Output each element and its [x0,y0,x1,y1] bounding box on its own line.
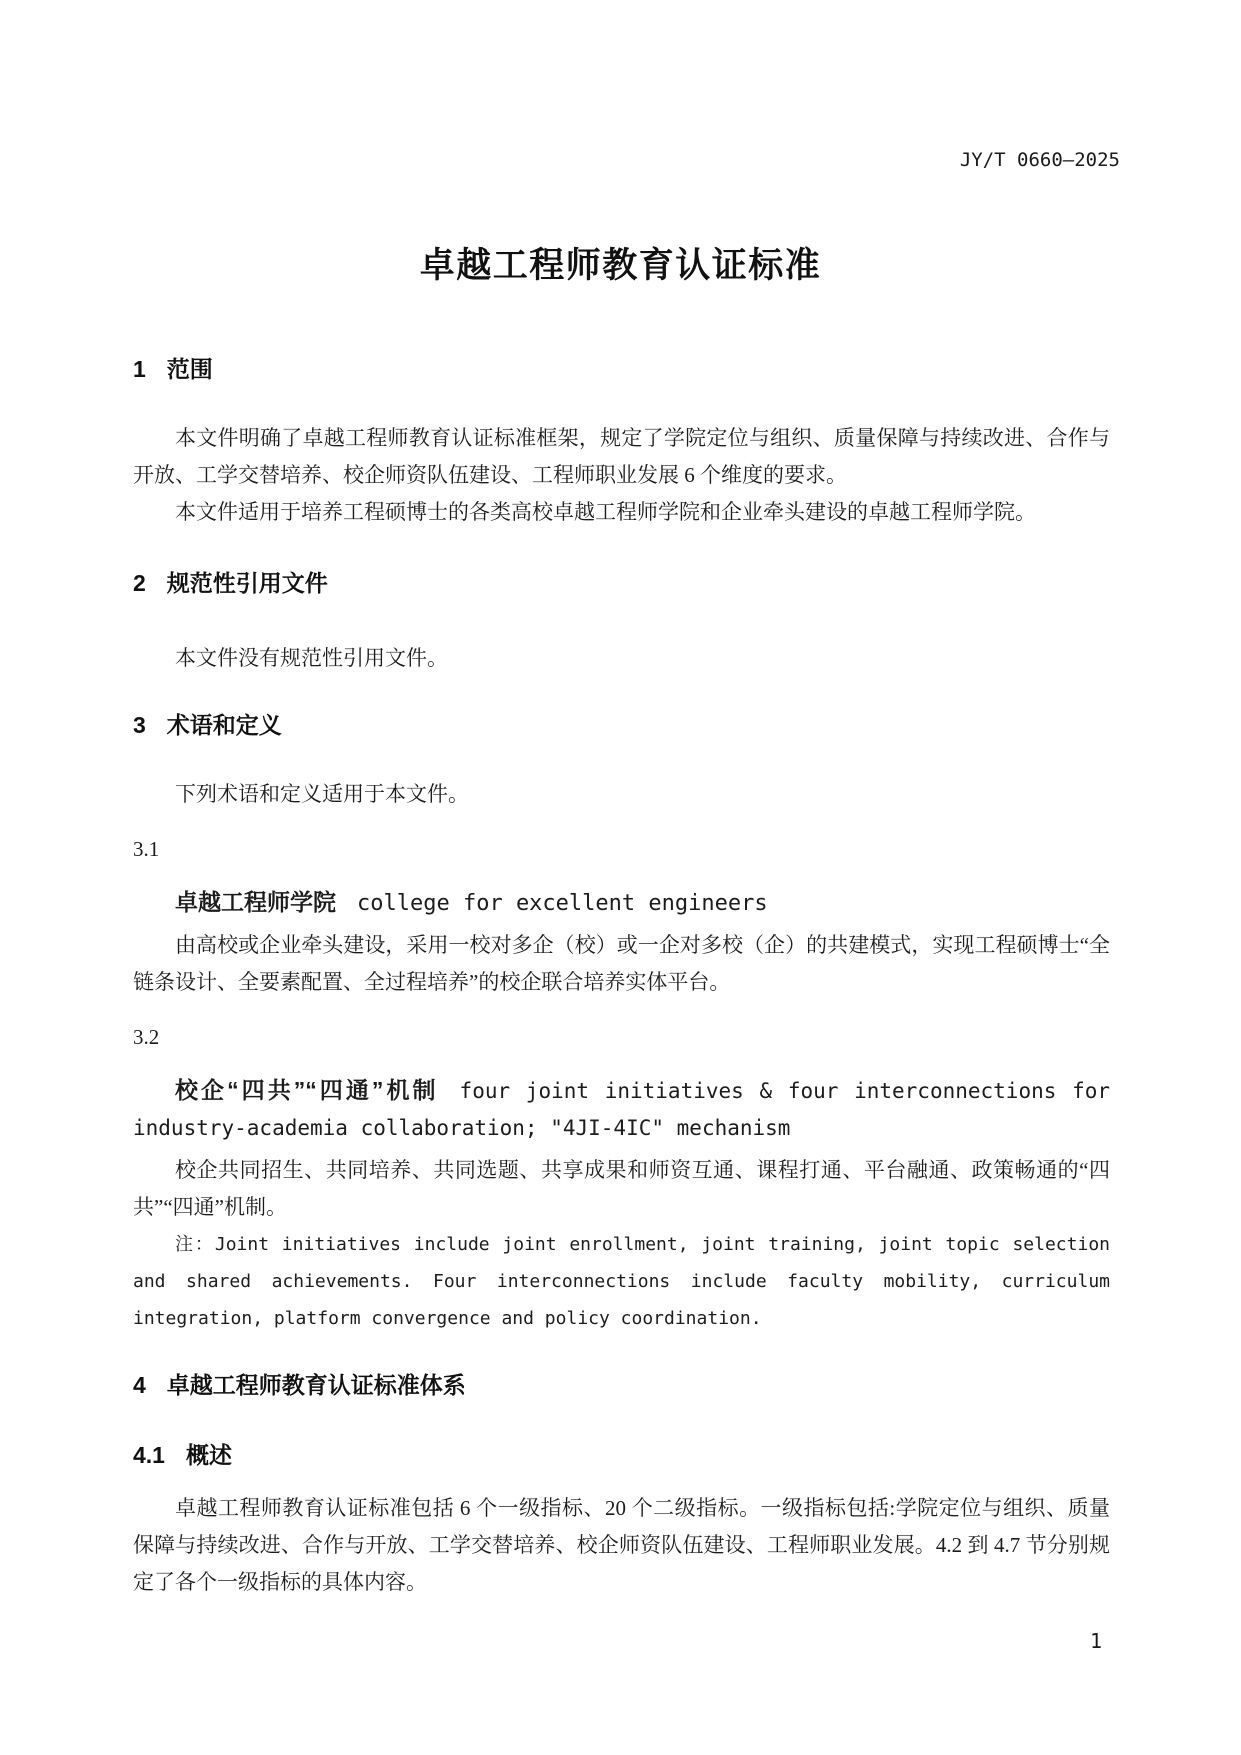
term-3-1-name-en: college for excellent engineers [357,891,768,916]
section-2-title: 规范性引用文件 [166,570,328,596]
section-1-paragraph-1: 本文件明确了卓越工程师教育认证标准框架，规定了学院定位与组织、质量保障与持续改进、合作与开放、工学交替培养、校企师资队伍建设、工程师职业发展 6 个维度的要求。 [133,426,1110,487]
term-3-2-number: 3.2 [133,1025,160,1049]
term-3-1-line [133,884,1110,922]
section-3-number: 3 [133,712,146,738]
term-3-2-note: 注：Joint initiatives include joint enrollment, joint training, joint topic selection and shared achievements. Four interconnections include faculty mobility, curriculum integration, platform convergence and policy coordination. [133,1234,1110,1329]
term-3-1-name-zh: 卓越工程师学院 [175,889,336,915]
section-4-1-heading [133,1440,1110,1470]
section-1-title: 范围 [166,356,213,382]
term-3-2-name-zh: 校企“四共”“四通”机制 [175,1077,439,1103]
section-1-heading [133,354,1110,384]
term-3-2-name-en: four joint initiatives & four interconnections for industry-academia collaboration; "4JI-4IC" mechanism [133,1079,1110,1140]
term-3-2-line [133,1072,1110,1147]
section-3-heading [133,710,1110,740]
section-4-title: 卓越工程师教育认证标准体系 [166,1372,466,1398]
section-3-intro: 下列术语和定义适用于本文件。 [175,782,469,806]
term-3-1-definition: 由高校或企业牵头建设，采用一校对多企（校）或一企对多校（企）的共建模式，实现工程硕博士“全链条设计、全要素配置、全过程培养”的校企联合培养实体平台。 [133,933,1110,994]
section-4-1-paragraph-1: 卓越工程师教育认证标准包括 6 个一级指标、20 个二级指标。一级指标包括:学院定位与组织、质量保障与持续改进、合作与开放、工学交替培养、校企师资队伍建设、工程师职业发展。4.2 到 4.7 节分别规定了各个一级指标的具体内容。 [133,1496,1110,1594]
section-4-1-number: 4.1 [133,1442,165,1468]
section-4-heading [133,1370,1110,1400]
section-2-number: 2 [133,570,146,596]
section-4-1-title: 概述 [185,1442,232,1468]
section-3-title: 术语和定义 [166,712,282,738]
section-1-paragraph-2: 本文件适用于培养工程硕博士的各类高校卓越工程师学院和企业牵头建设的卓越工程师学院。 [175,500,1036,524]
section-2-heading [133,568,1110,598]
section-4-number: 4 [133,1372,146,1398]
page-number: 1 [1089,1629,1102,1653]
document-title: 卓越工程师教育认证标准 [419,246,822,285]
standard-number: JY/T 0660—2025 [959,149,1120,171]
document-body [133,354,1110,1601]
term-3-2-definition: 校企共同招生、共同培养、共同选题、共享成果和师资互通、课程打通、平台融通、政策畅通的“四共”“四通”机制。 [133,1158,1110,1219]
term-3-1-number: 3.1 [133,837,160,861]
section-1-number: 1 [133,356,146,382]
section-2-paragraph-1: 本文件没有规范性引用文件。 [175,646,448,670]
